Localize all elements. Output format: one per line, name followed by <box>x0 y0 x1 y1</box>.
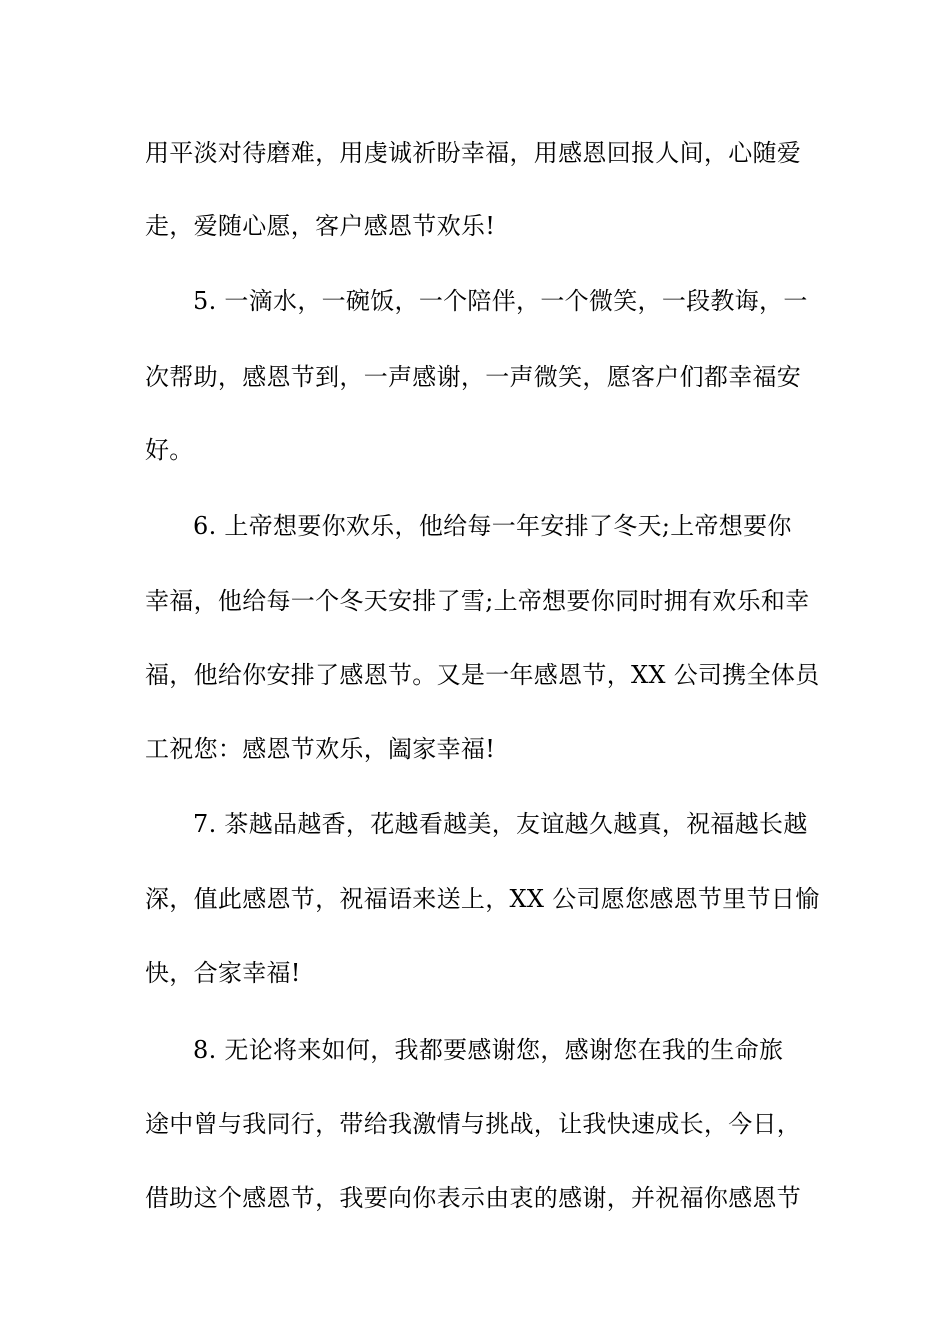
text-line: 幸福，他给每一个冬天安排了雪;上帝想要你同时拥有欢乐和幸 <box>145 587 810 615</box>
text-line: 借助这个感恩节，我要向你表示由衷的感谢，并祝福你感恩节 <box>145 1184 802 1212</box>
text-line: 工祝您：感恩节欢乐，阖家幸福! <box>145 735 496 763</box>
text-line: 福，他给你安排了感恩节。又是一年感恩节，XX 公司携全体员 <box>145 661 820 689</box>
text-line: 6. 上帝想要你欢乐，他给每一年安排了冬天;上帝想要你 <box>193 512 792 540</box>
text-line: 5. 一滴水，一碗饭，一个陪伴，一个微笑，一段教诲，一 <box>193 287 808 315</box>
text-line: 用平淡对待磨难，用虔诚祈盼幸福，用感恩回报人间，心随爱 <box>145 139 802 167</box>
text-line: 7. 茶越品越香，花越看越美，友谊越久越真，祝福越长越 <box>193 810 808 838</box>
text-line: 走，爱随心愿，客户感恩节欢乐! <box>145 212 496 240</box>
text-line: 途中曾与我同行，带给我激情与挑战，让我快速成长，今日， <box>145 1110 802 1138</box>
text-line: 好。 <box>145 436 194 464</box>
text-line: 8. 无论将来如何，我都要感谢您，感谢您在我的生命旅 <box>193 1036 784 1064</box>
text-line: 次帮助，感恩节到，一声感谢，一声微笑，愿客户们都幸福安 <box>145 363 802 391</box>
text-line: 深，值此感恩节，祝福语来送上，XX 公司愿您感恩节里节日愉 <box>145 885 820 913</box>
text-line: 快，合家幸福! <box>145 959 301 987</box>
